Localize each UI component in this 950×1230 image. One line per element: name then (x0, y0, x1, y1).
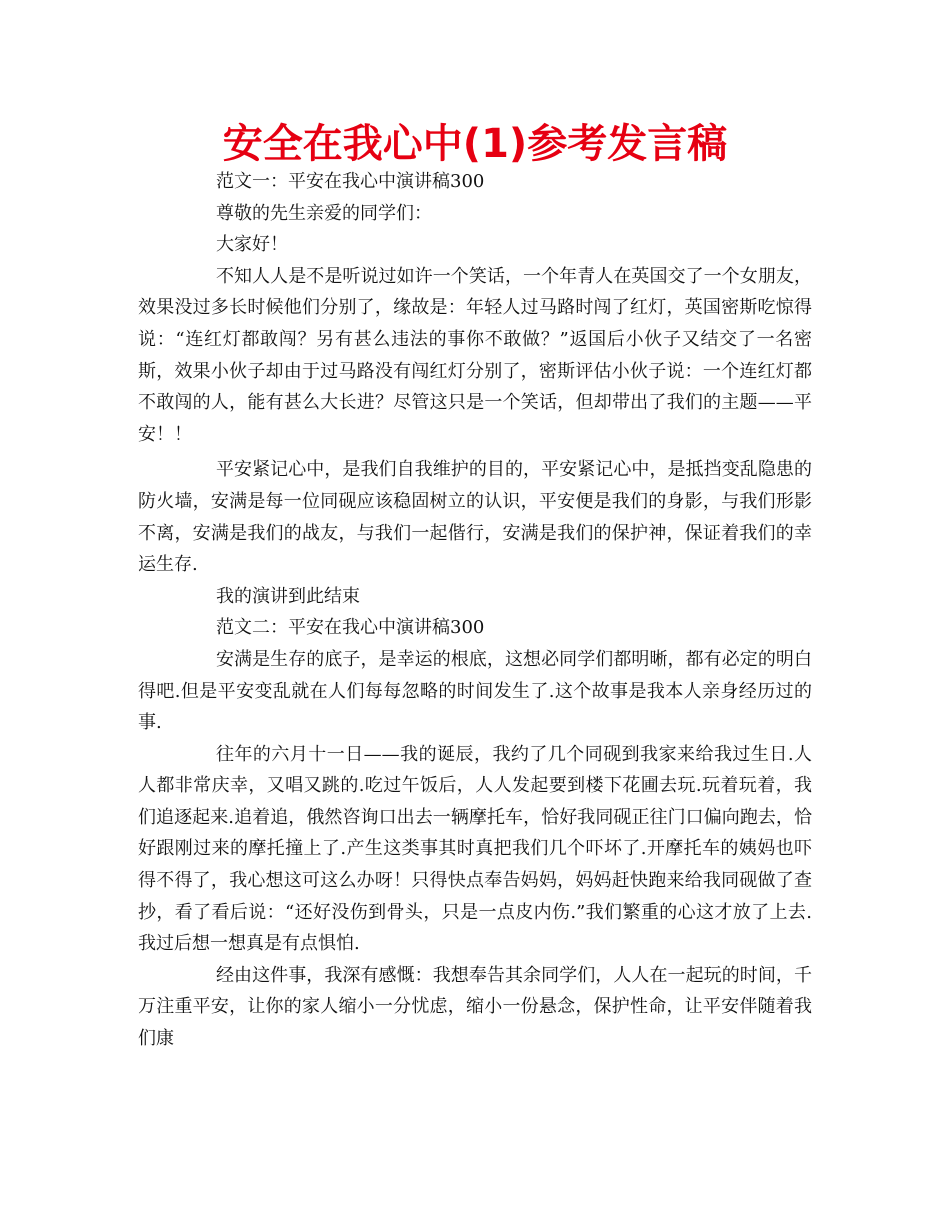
paragraph-closing: 我的演讲到此结束 (216, 585, 360, 607)
paragraph-birthday: 往年的六月十一日——我的诞辰，我约了几个同砚到我家来给我过生日.人人都非常庆幸，又唱又跳的.吃过午饭后，人人发起要到楼下花圃去玩.玩着玩着，我们追逐起来.追着追，俄然咨询口出去一辆摩托车，恰好我同砚正往门口偏向跑去，恰好跟刚过来的摩托撞上了.产生这类事其时真把我们几个吓坏了.开摩托车的姨妈也吓得不得了，我心想这可这么办呀！只得快点奉告妈妈，妈妈赶快跑来给我同砚做了查抄，看了看后说：“还好没伤到骨头，只是一点皮内伤.”我们繁重的心这才放了上去.我过后想一想真是有点惧怕. (138, 743, 812, 955)
document-title: 安全在我心中(1)参考发言稿 (222, 121, 728, 167)
paragraph-salutation: 尊敬的先生亲爱的同学们： (216, 202, 432, 224)
paragraph-safety: 平安紧记心中，是我们自我维护的目的，平安紧记心中，是抵挡变乱隐患的防火墙，安满是每一位同砚应该稳固树立的认识，平安便是我们的身影，与我们形影不离，安满是我们的战友，与我们一起偕行，安满是我们的保护神，保证着我们的幸运生存. (138, 459, 812, 576)
paragraph-story: 不知人人是不是听说过如许一个笑话，一个年青人在英国交了一个女朋友，效果没过多长时候他们分别了，缘故是：年轻人过马路时闯了红灯，英国密斯吃惊得说：“连红灯都敢闯？另有甚么违法的事你不敢做？”返国后小伙子又结交了一名密斯，效果小伙子却由于过马路没有闯红灯分别了，密斯评估小伙子说：一个连红灯都不敢闯的人，能有甚么大长进？尽管这只是一个笑话，但却带出了我们的主题——平安！！ (138, 265, 812, 445)
paragraph-greeting: 大家好！ (216, 234, 288, 256)
paragraph-reflection: 经由这件事，我深有感慨：我想奉告其余同学们，人人在一起玩的时间，千万注重平安，让你的家人缩小一分忧虑，缩小一份悬念，保护性命，让平安伴随着我们康 (138, 964, 812, 1050)
paragraph-heading-1: 范文一：平安在我心中演讲稿300 (216, 171, 485, 192)
paragraph-foundation: 安满是生存的底子，是幸运的根底，这想必同学们都明晰，都有必定的明白得吧.但是平安变乱就在人们每每忽略的时间发生了.这个故事是我本人亲身经历过的事. (138, 648, 812, 734)
paragraph-heading-2: 范文二：平安在我心中演讲稿300 (216, 617, 485, 639)
document-body (138, 166, 812, 1055)
